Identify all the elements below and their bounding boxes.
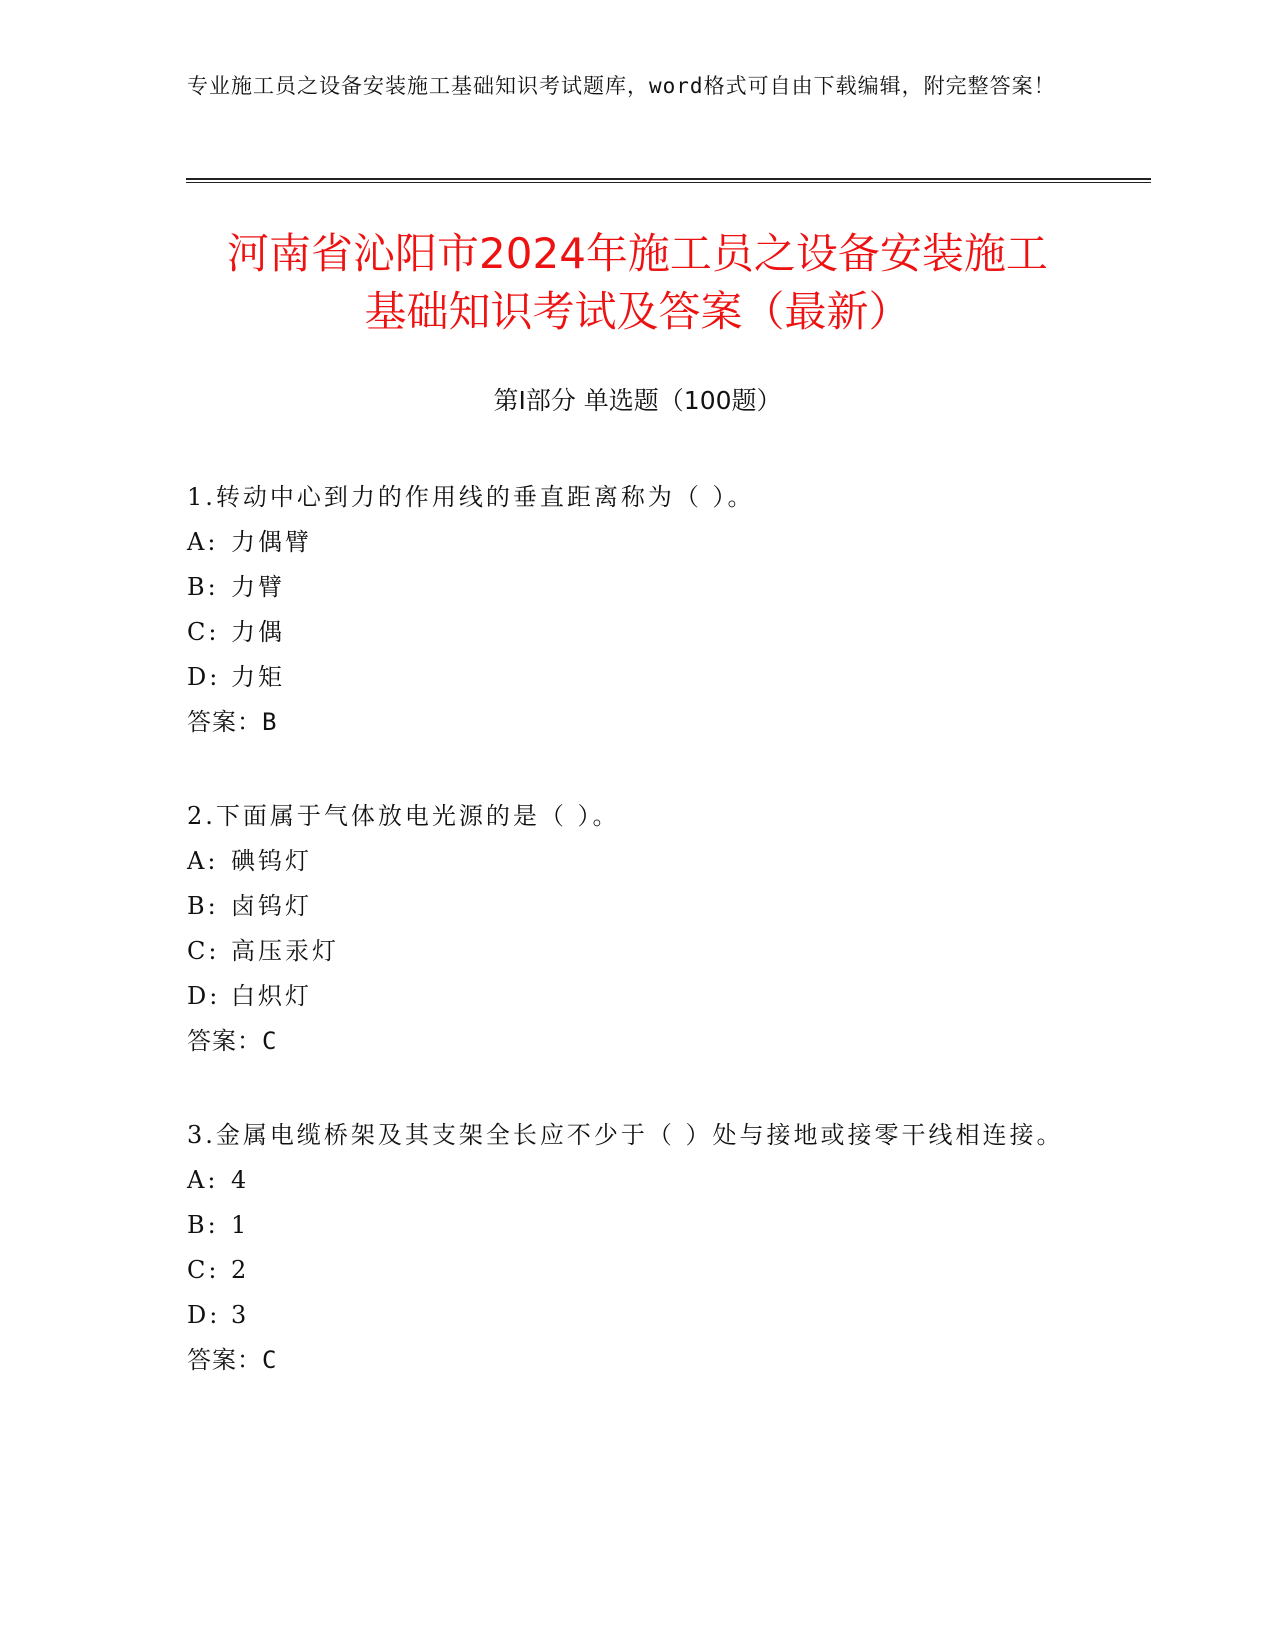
option-d xyxy=(187,655,1067,700)
option-text: 3 xyxy=(231,1301,250,1329)
question-stem: 3.金属电缆桥架及其支架全长应不少于（ ）处与接地或接零干线相连接。 xyxy=(187,1121,1064,1149)
option-letter: D: xyxy=(187,982,221,1010)
document-title-line-2: 基础知识考试及答案（最新） xyxy=(364,287,911,336)
answer-line: 答案：C xyxy=(187,1027,278,1055)
option-letter: C: xyxy=(187,937,220,965)
option-text: 2 xyxy=(231,1256,250,1284)
option-letter: D: xyxy=(187,663,221,691)
option-text: 1 xyxy=(231,1211,250,1239)
option-a xyxy=(187,839,1067,884)
option-text: 碘钨灯 xyxy=(231,847,312,875)
header-divider-thin xyxy=(186,182,1151,183)
header-note: 专业施工员之设备安装施工基础知识考试题库，word格式可自由下载编辑，附完整答案！ xyxy=(187,74,1056,98)
section-heading: 第Ⅰ部分 单选题（100题） xyxy=(493,386,782,415)
document-title-line-1: 河南省沁阳市2024年施工员之设备安装施工 xyxy=(227,229,1048,278)
option-letter: B: xyxy=(187,892,219,920)
option-b xyxy=(187,1203,1067,1248)
option-text: 力矩 xyxy=(231,663,285,691)
option-b xyxy=(187,565,1067,610)
document-title xyxy=(170,225,1105,341)
option-text: 卤钨灯 xyxy=(231,892,312,920)
option-text: 高压汞灯 xyxy=(231,937,339,965)
answer-line: 答案：C xyxy=(187,1346,278,1374)
question-stem: 2.下面属于气体放电光源的是（ ）。 xyxy=(187,802,620,830)
option-letter: A: xyxy=(187,847,219,875)
option-d xyxy=(187,974,1067,1019)
option-letter: B: xyxy=(187,1211,219,1239)
question-3 xyxy=(187,1113,1067,1383)
option-letter: C: xyxy=(187,1256,220,1284)
header-divider-thick xyxy=(186,178,1151,180)
option-a xyxy=(187,1158,1067,1203)
option-c xyxy=(187,610,1067,655)
option-a xyxy=(187,520,1067,565)
option-letter: A: xyxy=(187,1166,219,1194)
question-2 xyxy=(187,794,1067,1064)
option-c xyxy=(187,929,1067,974)
option-text: 力偶臂 xyxy=(231,528,312,556)
question-list xyxy=(187,475,1067,1432)
option-text: 4 xyxy=(231,1166,250,1194)
option-letter: A: xyxy=(187,528,219,556)
option-text: 白炽灯 xyxy=(231,982,312,1010)
answer-line: 答案：B xyxy=(187,708,278,736)
option-b xyxy=(187,884,1067,929)
question-stem: 1.转动中心到力的作用线的垂直距离称为（ ）。 xyxy=(187,483,755,511)
option-d xyxy=(187,1293,1067,1338)
option-text: 力偶 xyxy=(231,618,285,646)
option-letter: B: xyxy=(187,573,219,601)
option-letter: D: xyxy=(187,1301,221,1329)
question-1 xyxy=(187,475,1067,745)
option-c xyxy=(187,1248,1067,1293)
option-text: 力臂 xyxy=(231,573,285,601)
option-letter: C: xyxy=(187,618,220,646)
